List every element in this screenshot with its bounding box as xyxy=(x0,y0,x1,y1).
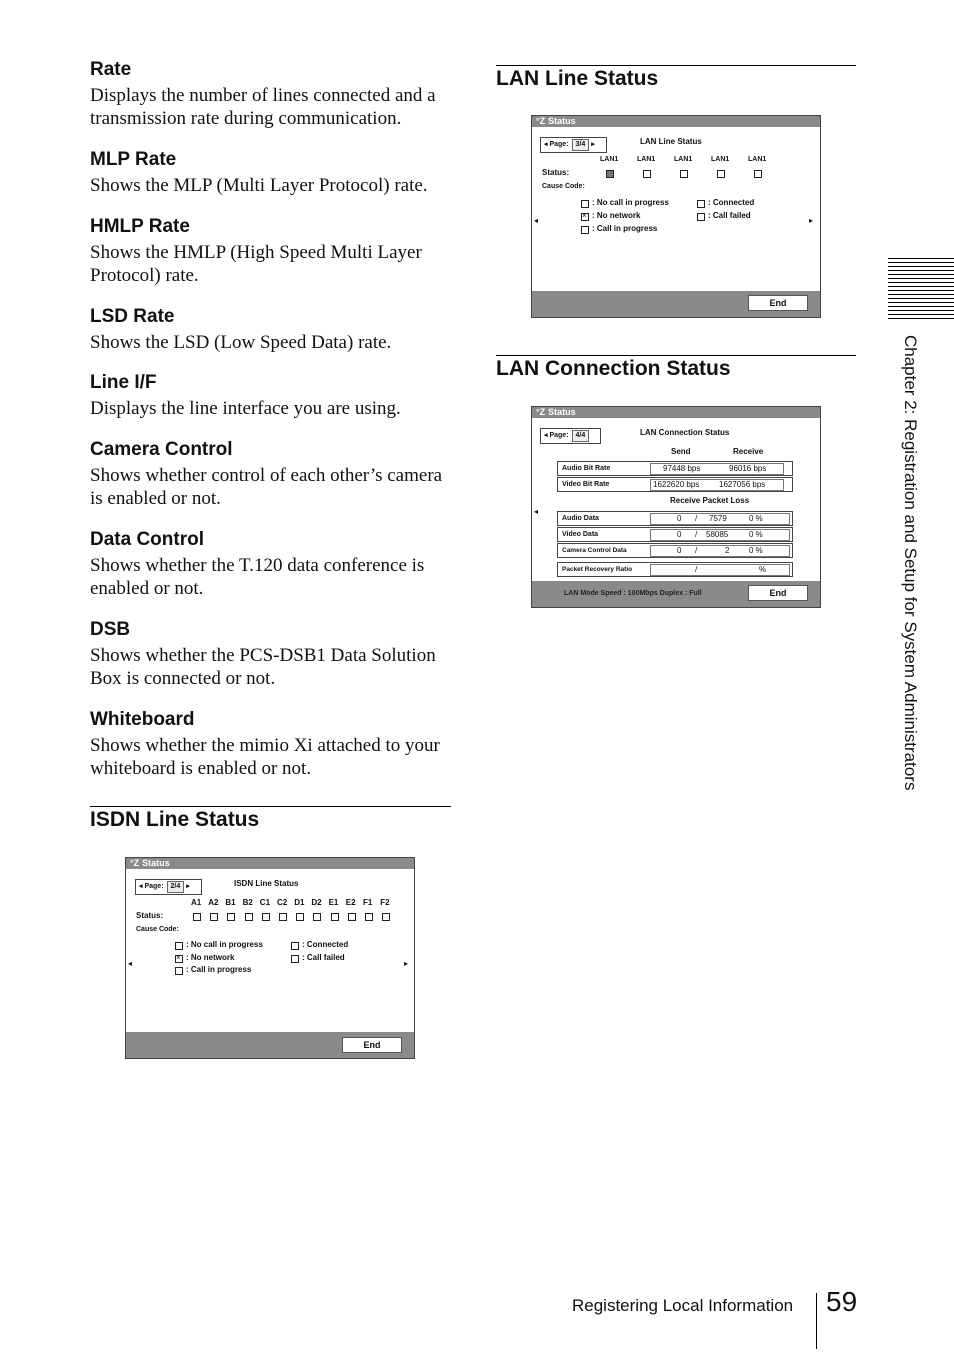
channel-status-checkbox xyxy=(296,913,304,921)
row-label: Video Bit Rate xyxy=(562,481,610,488)
status-label: Status: xyxy=(136,911,164,920)
channel-status-checkbox xyxy=(210,913,218,921)
description: Displays the line interface you are using. xyxy=(90,398,401,419)
definition-data-control xyxy=(90,529,455,600)
total-count: 58085 xyxy=(706,530,729,539)
row-label: Audio Bit Rate xyxy=(562,465,611,472)
loss-percent: 0 % xyxy=(749,546,763,555)
description: Shows the MLP (Multi Layer Protocol) rate. xyxy=(90,175,428,196)
end-button[interactable]: End xyxy=(342,1037,402,1053)
page-right-arrow-icon[interactable]: ▸ xyxy=(591,141,595,148)
legend-connected-checkbox xyxy=(291,942,299,950)
lan-channel-header: LAN1 xyxy=(711,156,730,163)
channel-header: D1 xyxy=(294,898,305,907)
row-label: Video Data xyxy=(562,531,599,538)
legend-no-call-checkbox xyxy=(581,200,589,208)
legend-call-failed: : Call failed xyxy=(302,953,345,962)
term: Camera Control xyxy=(90,439,233,460)
term: MLP Rate xyxy=(90,149,177,170)
lan-status-checkbox xyxy=(717,170,725,178)
lan-status-checkbox xyxy=(680,170,688,178)
definition-hmlp-rate xyxy=(90,216,455,287)
channel-status-checkbox xyxy=(313,913,321,921)
channel-status-checkbox xyxy=(365,913,373,921)
channel-status-checkbox xyxy=(262,913,270,921)
term: LSD Rate xyxy=(90,306,175,327)
channel-header: D2 xyxy=(311,898,322,907)
loss-percent: 0 % xyxy=(749,514,763,523)
legend-no-network-checkbox xyxy=(581,213,589,221)
legend-no-network-checkbox xyxy=(175,955,183,963)
term: Line I/F xyxy=(90,372,157,393)
definition-camera-control xyxy=(90,439,455,510)
screen-titlebar xyxy=(532,407,820,418)
term: Data Control xyxy=(90,529,204,550)
lan-status-checkbox xyxy=(754,170,762,178)
lan-line-status-screen xyxy=(531,115,821,318)
channel-status-checkbox xyxy=(279,913,287,921)
channel-header: B2 xyxy=(242,898,253,907)
channel-status-checkbox xyxy=(382,913,390,921)
legend-connected: : Connected xyxy=(708,198,755,207)
loss-values xyxy=(650,545,790,557)
legend-call-failed: : Call failed xyxy=(708,211,751,220)
isdn-status-screen xyxy=(125,857,415,1059)
recovery-percent: % xyxy=(759,565,767,574)
legend-call-in-progress-checkbox xyxy=(581,226,589,234)
scroll-right-arrow-icon[interactable]: ▸ xyxy=(404,959,409,968)
receive-packet-loss-heading: Receive Packet Loss xyxy=(670,496,750,505)
page-left-arrow-icon[interactable]: ◂ xyxy=(544,141,548,148)
rate-values xyxy=(650,463,784,475)
description: Shows whether the mimio Xi attached to your whiteboard is enabled or not. xyxy=(90,735,440,779)
loss-percent: 0 % xyxy=(749,530,763,539)
cause-code-label: Cause Code: xyxy=(136,926,179,933)
screen-footer xyxy=(532,581,820,607)
status-logo-icon: °Z xyxy=(130,858,140,868)
definition-rate xyxy=(90,59,455,130)
description: Shows whether the T.120 data conference is enabled or not. xyxy=(90,555,425,599)
loss-values xyxy=(650,513,790,525)
definition-whiteboard xyxy=(90,709,455,780)
legend-no-network: : No network xyxy=(186,953,235,962)
screen-heading: LAN Line Status xyxy=(640,137,702,146)
cause-code-label: Cause Code: xyxy=(542,183,585,190)
titlebar-label: Status xyxy=(548,116,576,126)
legend-connected: : Connected xyxy=(302,940,349,949)
screen-heading: ISDN Line Status xyxy=(234,879,299,888)
receive-value: 1627056 bps xyxy=(719,480,766,489)
legend-call-failed-checkbox xyxy=(291,955,299,963)
description: Shows the HMLP (High Speed Multi Layer Protocol) rate. xyxy=(90,242,422,286)
channel-header: C1 xyxy=(259,898,271,907)
definition-line-if xyxy=(90,372,455,420)
titlebar-label: Status xyxy=(548,407,576,417)
channel-status-checkbox xyxy=(331,913,339,921)
channel-header: B1 xyxy=(225,898,236,907)
status-logo-icon: °Z xyxy=(536,407,546,417)
lan-connection-status-screen xyxy=(531,406,821,608)
total-count: 7579 xyxy=(709,514,727,523)
row-label: Camera Control Data xyxy=(562,547,627,554)
term: Whiteboard xyxy=(90,709,195,730)
end-button[interactable]: End xyxy=(748,295,808,311)
screen-footer xyxy=(532,291,820,317)
row-label: Packet Recovery Ratio xyxy=(562,566,633,573)
channel-status-checkbox xyxy=(245,913,253,921)
lost-count: 0 xyxy=(677,514,682,523)
titlebar-label: Status xyxy=(142,858,170,868)
legend-no-network: : No network xyxy=(592,211,641,220)
audio-data-row xyxy=(557,511,793,526)
section-divider xyxy=(496,65,856,66)
page-label: Page: xyxy=(549,141,569,148)
term: HMLP Rate xyxy=(90,216,190,237)
send-value: 1622620 bps xyxy=(653,480,700,489)
page-value: 3/4 xyxy=(572,139,590,151)
scroll-left-arrow-icon[interactable]: ◂ xyxy=(534,216,539,225)
legend-call-in-progress-checkbox xyxy=(175,967,183,975)
receive-value: 96016 bps xyxy=(729,464,767,473)
page-right-arrow-icon[interactable]: ▸ xyxy=(186,883,190,890)
scroll-left-arrow-icon[interactable]: ◂ xyxy=(534,507,539,516)
legend-call-failed-checkbox xyxy=(697,213,705,221)
section-divider xyxy=(90,806,451,807)
status-logo-icon: °Z xyxy=(536,116,546,126)
channel-header: F1 xyxy=(363,898,373,907)
row-label: Audio Data xyxy=(562,515,599,522)
page-left-arrow-icon[interactable]: ◂ xyxy=(544,432,548,439)
definition-dsb xyxy=(90,619,455,690)
lost-count: 0 xyxy=(677,546,682,555)
scroll-left-arrow-icon[interactable]: ◂ xyxy=(128,959,133,968)
channel-header: E1 xyxy=(328,898,339,907)
term: DSB xyxy=(90,619,131,640)
page-value: 4/4 xyxy=(572,430,590,442)
channel-header: A2 xyxy=(208,898,219,907)
screen-titlebar xyxy=(126,858,414,869)
channel-status-checkbox xyxy=(193,913,201,921)
video-data-row xyxy=(557,527,793,542)
page-selector[interactable] xyxy=(540,137,607,153)
scroll-right-arrow-icon[interactable]: ▸ xyxy=(809,216,814,225)
chapter-tab-lines xyxy=(888,258,954,322)
channel-header: F2 xyxy=(380,898,390,907)
separator: / xyxy=(695,546,698,555)
page-number: 59 xyxy=(826,1286,858,1317)
page-left-arrow-icon[interactable]: ◂ xyxy=(139,883,143,890)
page-label: Page: xyxy=(549,432,569,439)
lan-channel-header: LAN1 xyxy=(600,156,619,163)
channel-header: E2 xyxy=(345,898,356,907)
lan-line-section-title: LAN Line Status xyxy=(496,67,659,90)
total-count: 2 xyxy=(725,546,730,555)
end-button[interactable]: End xyxy=(748,585,808,601)
screen-heading: LAN Connection Status xyxy=(640,428,730,437)
channel-header: C2 xyxy=(277,898,288,907)
lan-channel-header: LAN1 xyxy=(748,156,767,163)
video-bit-rate-row xyxy=(557,477,793,492)
legend-no-call: : No call in progress xyxy=(592,198,669,207)
lan-channel-header: LAN1 xyxy=(637,156,656,163)
camera-control-data-row xyxy=(557,543,793,558)
send-value: 97448 bps xyxy=(663,464,701,473)
page-label: Page: xyxy=(144,883,164,890)
channel-status-checkbox xyxy=(348,913,356,921)
legend-no-call: : No call in progress xyxy=(186,940,263,949)
lan-channel-header: LAN1 xyxy=(674,156,693,163)
channel-status-checkbox xyxy=(227,913,235,921)
footer-divider xyxy=(816,1293,817,1349)
lan-connection-section-title: LAN Connection Status xyxy=(496,357,731,380)
term: Rate xyxy=(90,59,132,80)
chapter-title: Chapter 2: Registration and Setup for System Administrators xyxy=(901,335,920,791)
page-selector[interactable] xyxy=(135,879,202,895)
packet-recovery-ratio-row xyxy=(557,562,793,577)
description: Displays the number of lines connected and a transmission rate during communication. xyxy=(90,85,436,129)
audio-bit-rate-row xyxy=(557,461,793,476)
screen-titlebar xyxy=(532,116,820,127)
lan-status-checkbox xyxy=(643,170,651,178)
channel-header: A1 xyxy=(191,898,202,907)
recovery-values xyxy=(650,564,790,576)
send-header: Send xyxy=(671,447,691,456)
loss-values xyxy=(650,529,790,541)
section-divider xyxy=(496,355,856,356)
description: Shows whether the PCS-DSB1 Data Solution Box is connected or not. xyxy=(90,645,436,689)
isdn-section-title: ISDN Line Status xyxy=(90,808,260,831)
definition-mlp-rate xyxy=(90,149,455,197)
lan-status-checkbox xyxy=(606,170,614,178)
separator: / xyxy=(695,530,698,539)
lost-count: 0 xyxy=(677,530,682,539)
lan-mode-speed: LAN Mode Speed : 100Mbps Duplex : Full xyxy=(564,590,702,597)
separator: / xyxy=(695,514,698,523)
legend-connected-checkbox xyxy=(697,200,705,208)
page-selector[interactable] xyxy=(540,428,601,444)
rate-values xyxy=(650,479,784,491)
legend-call-in-progress: : Call in progress xyxy=(186,965,252,974)
status-label: Status: xyxy=(542,168,570,177)
description: Shows whether control of each other’s camera is enabled or not. xyxy=(90,465,443,509)
description: Shows the LSD (Low Speed Data) rate. xyxy=(90,332,392,353)
screen-footer xyxy=(126,1032,414,1058)
legend-no-call-checkbox xyxy=(175,942,183,950)
page-value: 2/4 xyxy=(167,881,185,893)
receive-header: Receive xyxy=(733,447,764,456)
definition-lsd-rate xyxy=(90,306,455,354)
legend-call-in-progress: : Call in progress xyxy=(592,224,658,233)
separator: / xyxy=(695,565,698,574)
footer-section-name: Registering Local Information xyxy=(572,1296,794,1315)
